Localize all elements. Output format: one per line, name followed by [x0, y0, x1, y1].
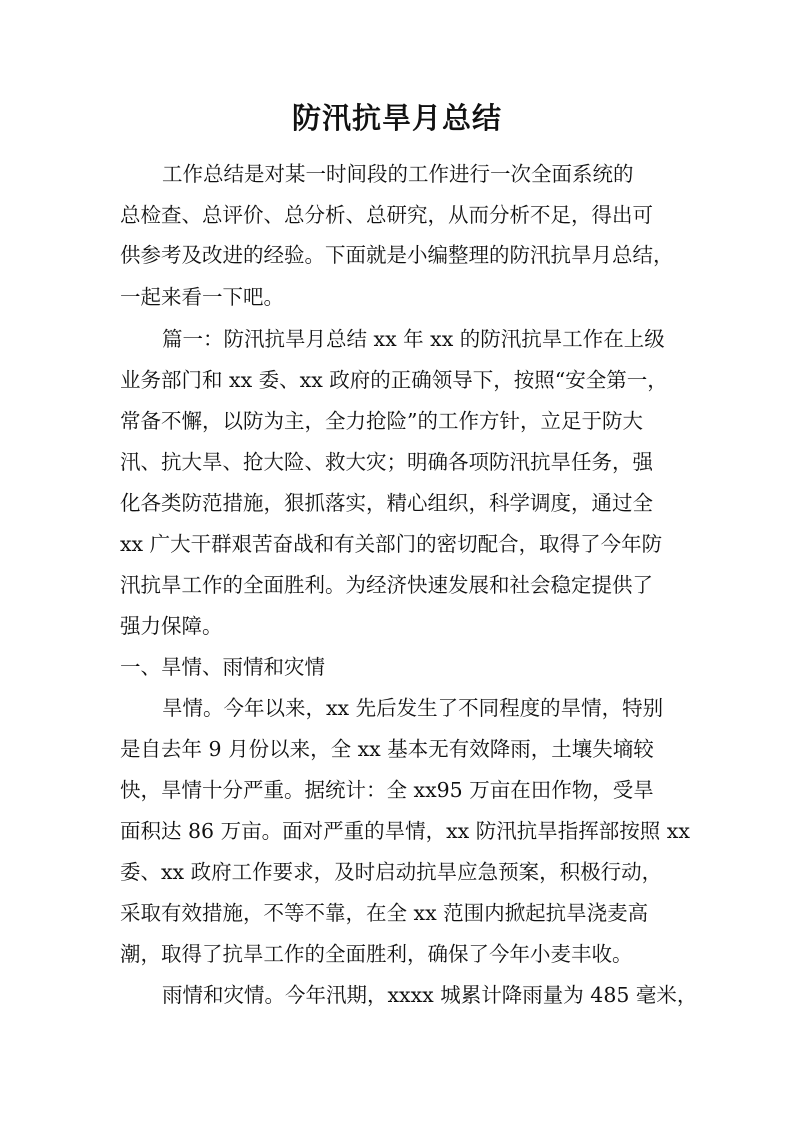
page-title: 防汛抗旱月总结 — [291, 101, 502, 135]
text-line-20: 潮，取得了抗旱工作的全面胜利，确保了今年小麦丰收。 — [120, 942, 633, 966]
text-line-12: 强力保障。 — [120, 614, 223, 638]
text-line-4: 一起来看一下吧。 — [120, 285, 284, 309]
text-line-9: 化各类防范措施，狠抓落实，精心组织，科学调度，通过全 — [120, 491, 653, 515]
text-line-2: 总检查、总评价、总分析、总研究，从而分析不足，得出可 — [120, 203, 653, 227]
text-line-19: 采取有效措施，不等不靠，在全 xx 范围内掀起抗旱浇麦高 — [120, 901, 649, 925]
text-line-1: 工作总结是对某一时间段的工作进行一次全面系统的 — [162, 162, 634, 186]
text-line-10: xx 广大干群艰苦奋战和有关部门的密切配合，取得了今年防 — [120, 532, 663, 556]
text-line-17: 面积达 86 万亩。面对严重的旱情，xx 防汛抗旱指挥部按照 xx — [120, 819, 690, 843]
text-line-6: 业务部门和 xx 委、xx 政府的正确领导下，按照“安全第一， — [120, 368, 668, 392]
text-line-18: 委、xx 政府工作要求，及时启动抗旱应急预案，积极行动， — [120, 860, 663, 884]
text-line-11: 汛抗旱工作的全面胜利。为经济快速发展和社会稳定提供了 — [120, 573, 653, 597]
text-line-14: 旱情。今年以来，xx 先后发生了不同程度的旱情，特别 — [162, 696, 664, 720]
text-line-5: 篇一：防汛抗旱月总结 xx 年 xx 的防汛抗旱工作在上级 — [162, 327, 665, 351]
text-line-7: 常备不懈，以防为主，全力抢险”的工作方针，立足于防大 — [120, 409, 643, 433]
text-line-15: 是自去年 9 月份以来，全 xx 基本无有效降雨，土壤失墒较 — [120, 737, 654, 761]
text-line-8: 汛、抗大旱、抢大险、救大灾；明确各项防汛抗旱任务，强 — [120, 450, 653, 474]
text-line-21: 雨情和灾情。今年汛期，xxxx 城累计降雨量为 485 毫米， — [162, 983, 698, 1007]
section-heading: 一、旱情、雨情和灾情 — [120, 655, 325, 679]
text-line-3: 供参考及改进的经验。下面就是小编整理的防汛抗旱月总结， — [120, 243, 674, 267]
text-line-16: 快，旱情十分严重。据统计：全 xx95 万亩在田作物，受旱 — [120, 778, 654, 802]
